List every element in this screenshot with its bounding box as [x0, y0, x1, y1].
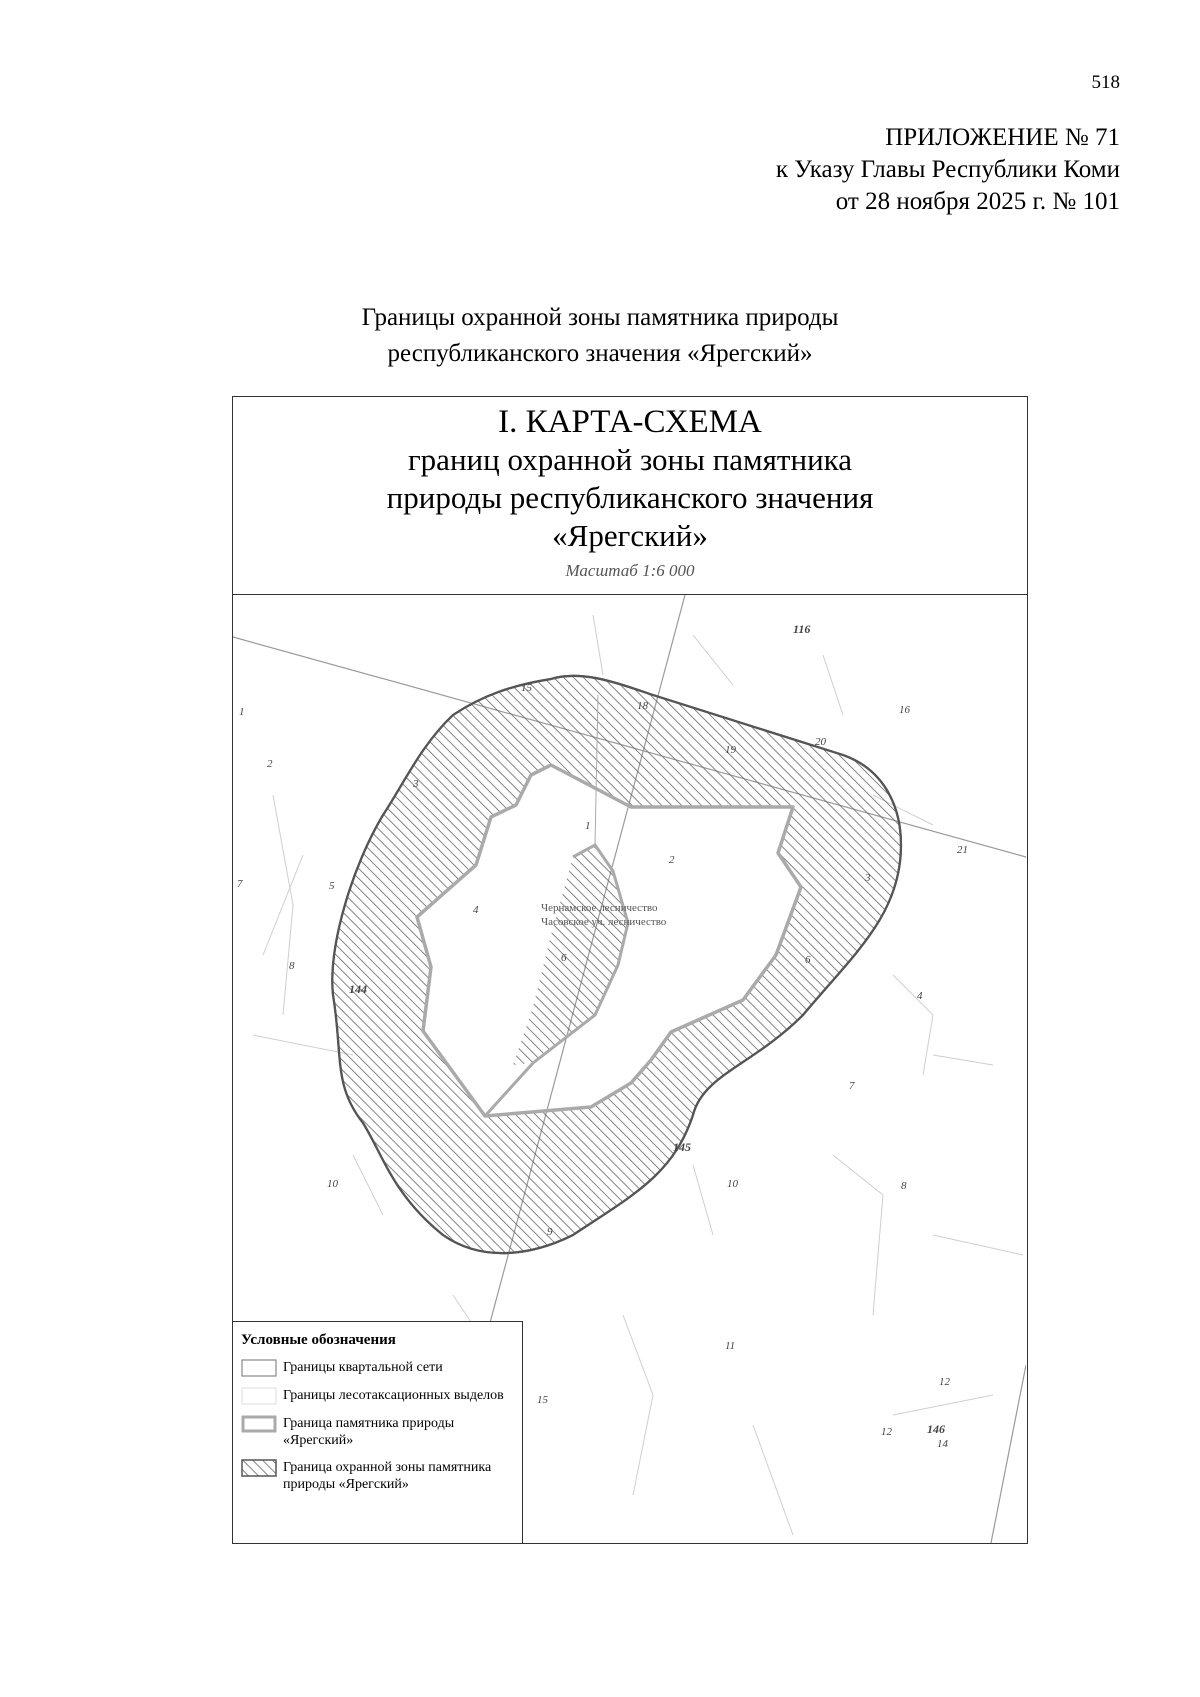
quarter-number-label: 145	[673, 1140, 691, 1154]
quarter-number-label: 144	[349, 982, 367, 996]
legend-item-label: Граница памятника природы «Ярегский»	[283, 1416, 455, 1448]
appendix-block	[776, 122, 1120, 218]
map-header-line-3: природы республиканского значения	[386, 480, 874, 515]
quarter-number-label: 146	[927, 1422, 945, 1436]
subcompartment-number-label: 8	[901, 1180, 907, 1192]
subcompartment-number-label: 16	[899, 704, 910, 716]
subcompartment-number-label: 14	[937, 1438, 948, 1450]
legend-item-label: Границы лесотаксационных выделов	[283, 1388, 504, 1403]
page-number: 518	[1091, 72, 1120, 93]
subcompartment-number-label: 11	[725, 1340, 736, 1352]
appendix-line-2: к Указу Главы Республики Коми	[775, 156, 1120, 183]
subcompartment-number-label: 20	[815, 736, 826, 748]
subcompartment-number-label: 10	[727, 1178, 738, 1190]
subcompartment-number-label: 1	[239, 706, 245, 718]
legend-protection-zone-symbol	[241, 1459, 277, 1477]
legend-subcompartment-symbol	[241, 1387, 277, 1405]
forestry-label-2: Часовское уч. лесничество	[541, 916, 667, 928]
map-legend	[233, 1321, 523, 1544]
legend-quarter-grid-symbol	[241, 1359, 277, 1377]
legend-monument-symbol	[241, 1415, 277, 1433]
subcompartment-number-label: 12	[939, 1376, 950, 1388]
map-frame	[232, 396, 1028, 1544]
subcompartment-number-label: 19	[725, 744, 736, 756]
appendix-line-1: ПРИЛОЖЕНИЕ № 71	[885, 124, 1120, 151]
subcompartment-number-label: 4	[473, 904, 479, 916]
subcompartment-number-label: 15	[537, 1394, 548, 1406]
legend-item-label: Граница охранной зоны памятника природы «Ярегский»	[283, 1460, 492, 1492]
subcompartment-number-label: 7	[237, 878, 243, 890]
map-header-line-4: «Ярегский»	[552, 518, 708, 553]
subcompartment-number-label: 8	[289, 960, 295, 972]
subcompartment-number-label: 6	[805, 954, 811, 966]
subcompartment-number-label: 10	[327, 1178, 338, 1190]
forestry-label-1: Чернамское лесничество	[541, 902, 658, 914]
legend-item-quarter-grid	[241, 1359, 514, 1377]
appendix-line-3: от 28 ноября 2025 г. № 101	[835, 188, 1120, 215]
subcompartment-number-label: 1	[585, 820, 591, 832]
subcompartment-number-label: 7	[849, 1080, 855, 1092]
subcompartment-number-label: 6	[561, 952, 567, 964]
legend-title: Условные обозначения	[241, 1332, 396, 1348]
subcompartment-number-label: 21	[957, 844, 968, 856]
subcompartment-number-label: 3	[413, 778, 419, 790]
map-header	[233, 397, 1027, 595]
subcompartment-number-label: 5	[329, 880, 335, 892]
document-title-line-1: Границы охранной зоны памятника природы	[361, 304, 839, 331]
legend-item-label: Границы квартальной сети	[283, 1360, 443, 1375]
document-title-line-2: республиканского значения «Ярегский»	[387, 340, 813, 367]
subcompartment-number-label: 4	[917, 990, 923, 1002]
legend-item-protection-zone	[241, 1459, 514, 1493]
subcompartment-number-label: 9	[547, 1226, 553, 1238]
subcompartment-number-label: 12	[881, 1426, 892, 1438]
subcompartment-number-label: 2	[267, 758, 273, 770]
subcompartment-number-label: 18	[637, 700, 648, 712]
map-header-line-1: I. КАРТА-СХЕМА	[498, 404, 762, 440]
map-scale: Масштаб 1:6 000	[565, 561, 695, 580]
quarter-number-label: 116	[793, 622, 811, 636]
legend-item-monument-boundary	[241, 1415, 514, 1449]
subcompartment-number-label: 2	[669, 854, 675, 866]
subcompartment-number-label: 15	[521, 682, 532, 694]
document-title	[0, 300, 1200, 372]
subcompartment-number-label: 3	[865, 872, 871, 884]
legend-item-subcompartments	[241, 1387, 514, 1405]
map-header-line-2: границ охранной зоны памятника	[407, 442, 853, 477]
